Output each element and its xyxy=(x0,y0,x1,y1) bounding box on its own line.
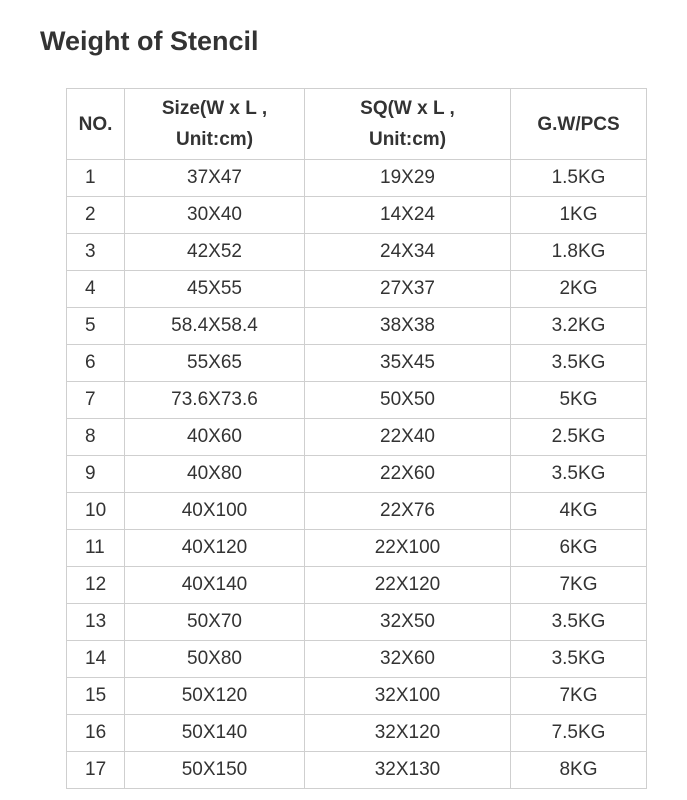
cell-size: 40X100 xyxy=(125,493,305,530)
table-row xyxy=(67,271,647,308)
cell-no: 1 xyxy=(67,160,125,197)
table-row xyxy=(67,567,647,604)
cell-sq: 19X29 xyxy=(305,160,511,197)
stencil-weight-table xyxy=(66,88,647,789)
cell-gw: 7.5KG xyxy=(511,715,647,752)
cell-no: 17 xyxy=(67,752,125,789)
cell-sq: 22X40 xyxy=(305,419,511,456)
cell-no: 10 xyxy=(67,493,125,530)
cell-gw: 3.2KG xyxy=(511,308,647,345)
cell-sq: 32X60 xyxy=(305,641,511,678)
cell-size: 55X65 xyxy=(125,345,305,382)
cell-size: 40X80 xyxy=(125,456,305,493)
cell-gw: 5KG xyxy=(511,382,647,419)
cell-gw: 7KG xyxy=(511,678,647,715)
cell-no: 2 xyxy=(67,197,125,234)
table-row xyxy=(67,197,647,234)
cell-size: 73.6X73.6 xyxy=(125,382,305,419)
table-row xyxy=(67,752,647,789)
cell-sq: 24X34 xyxy=(305,234,511,271)
cell-gw: 1KG xyxy=(511,197,647,234)
cell-size: 50X140 xyxy=(125,715,305,752)
cell-sq: 22X120 xyxy=(305,567,511,604)
cell-no: 15 xyxy=(67,678,125,715)
cell-size: 45X55 xyxy=(125,271,305,308)
cell-sq: 38X38 xyxy=(305,308,511,345)
table-header-row xyxy=(67,89,647,160)
cell-sq: 27X37 xyxy=(305,271,511,308)
cell-size: 30X40 xyxy=(125,197,305,234)
table-row xyxy=(67,234,647,271)
header-no: NO. xyxy=(67,89,125,160)
cell-no: 14 xyxy=(67,641,125,678)
cell-sq: 22X76 xyxy=(305,493,511,530)
cell-no: 13 xyxy=(67,604,125,641)
cell-size: 58.4X58.4 xyxy=(125,308,305,345)
cell-gw: 1.5KG xyxy=(511,160,647,197)
cell-sq: 22X100 xyxy=(305,530,511,567)
cell-no: 16 xyxy=(67,715,125,752)
cell-sq: 22X60 xyxy=(305,456,511,493)
cell-sq: 32X50 xyxy=(305,604,511,641)
header-size xyxy=(125,89,305,160)
table-row xyxy=(67,308,647,345)
table-row xyxy=(67,419,647,456)
cell-gw: 4KG xyxy=(511,493,647,530)
cell-no: 12 xyxy=(67,567,125,604)
cell-gw: 6KG xyxy=(511,530,647,567)
cell-no: 3 xyxy=(67,234,125,271)
table-row xyxy=(67,345,647,382)
cell-size: 50X80 xyxy=(125,641,305,678)
table-row xyxy=(67,530,647,567)
header-sq xyxy=(305,89,511,160)
table-row xyxy=(67,641,647,678)
cell-no: 8 xyxy=(67,419,125,456)
cell-size: 50X120 xyxy=(125,678,305,715)
table-row xyxy=(67,456,647,493)
cell-size: 50X150 xyxy=(125,752,305,789)
header-sq-line2: Unit:cm) xyxy=(368,129,447,150)
cell-gw: 7KG xyxy=(511,567,647,604)
table-row xyxy=(67,493,647,530)
cell-sq: 32X120 xyxy=(305,715,511,752)
cell-no: 5 xyxy=(67,308,125,345)
cell-gw: 3.5KG xyxy=(511,604,647,641)
header-size-line1: Size(W x L , xyxy=(161,98,268,119)
cell-size: 40X120 xyxy=(125,530,305,567)
page-title: Weight of Stencil xyxy=(40,26,259,56)
cell-gw: 2.5KG xyxy=(511,419,647,456)
header-gw: G.W/PCS xyxy=(511,89,647,160)
cell-gw: 3.5KG xyxy=(511,456,647,493)
cell-no: 4 xyxy=(67,271,125,308)
cell-sq: 32X100 xyxy=(305,678,511,715)
table-row xyxy=(67,160,647,197)
cell-no: 6 xyxy=(67,345,125,382)
cell-sq: 32X130 xyxy=(305,752,511,789)
cell-sq: 14X24 xyxy=(305,197,511,234)
cell-size: 50X70 xyxy=(125,604,305,641)
cell-gw: 3.5KG xyxy=(511,345,647,382)
cell-no: 11 xyxy=(67,530,125,567)
cell-sq: 35X45 xyxy=(305,345,511,382)
cell-gw: 1.8KG xyxy=(511,234,647,271)
cell-gw: 8KG xyxy=(511,752,647,789)
table-row xyxy=(67,678,647,715)
cell-no: 9 xyxy=(67,456,125,493)
cell-size: 40X60 xyxy=(125,419,305,456)
header-size-line2: Unit:cm) xyxy=(175,129,254,150)
cell-size: 37X47 xyxy=(125,160,305,197)
table-row xyxy=(67,382,647,419)
cell-size: 40X140 xyxy=(125,567,305,604)
table-row xyxy=(67,715,647,752)
cell-no: 7 xyxy=(67,382,125,419)
header-sq-line1: SQ(W x L , xyxy=(360,98,455,119)
cell-gw: 2KG xyxy=(511,271,647,308)
cell-gw: 3.5KG xyxy=(511,641,647,678)
cell-size: 42X52 xyxy=(125,234,305,271)
table-row xyxy=(67,604,647,641)
cell-sq: 50X50 xyxy=(305,382,511,419)
